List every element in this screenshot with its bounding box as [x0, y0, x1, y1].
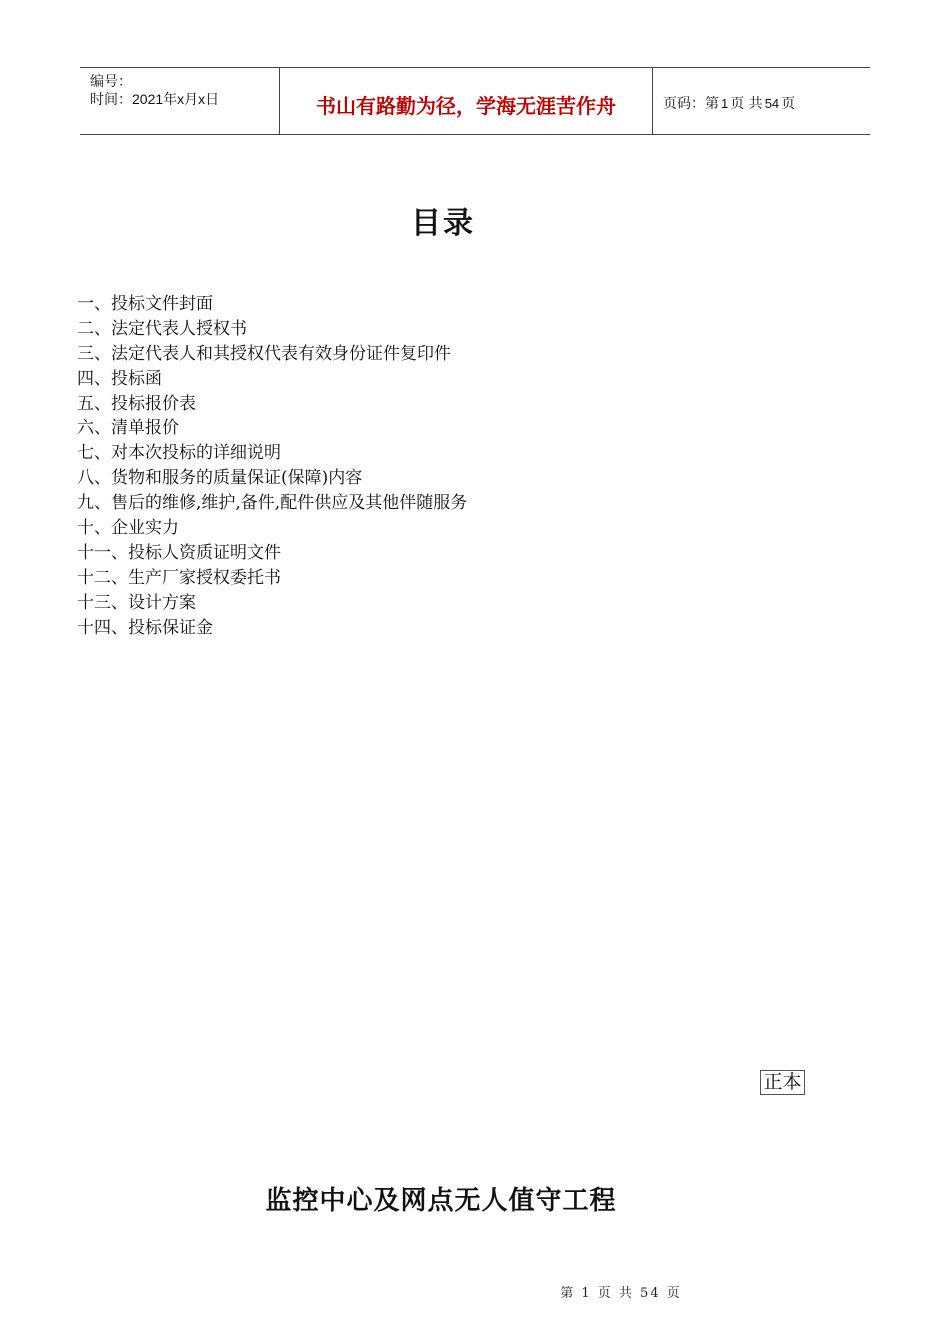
page-footer: 第 1 页 共 54 页: [560, 1286, 682, 1301]
toc-item: 四、投标函: [77, 368, 162, 389]
page-suffix: 页: [781, 96, 796, 112]
toc-item: 三、法定代表人和其授权代表有效身份证件复印件: [77, 343, 451, 364]
toc-item: 十三、设计方案: [77, 592, 196, 613]
toc-item: 八、货物和服务的质量保证(保障)内容: [77, 468, 363, 489]
toc-item: 五、投标报价表: [77, 393, 196, 414]
original-copy-badge: 正本: [760, 1070, 805, 1095]
toc-item: 七、对本次投标的详细说明: [77, 443, 281, 464]
toc-title: 目录: [411, 206, 475, 241]
page-mid: 页 共: [730, 96, 763, 112]
header-motto: 书山有路勤为径，学海无涯苦作舟: [280, 68, 653, 134]
page-header: [80, 67, 870, 135]
toc-item: 十一、投标人资质证明文件: [77, 542, 281, 563]
header-meta: [80, 68, 280, 134]
document-number-label: 编号：: [90, 73, 132, 89]
toc-item: 一、投标文件封面: [77, 294, 213, 314]
toc-item: 十四、投标保证金: [77, 617, 213, 638]
page-current: 1: [721, 95, 729, 111]
page-prefix: 页码：第: [663, 96, 719, 112]
toc-item: 六、清单报价: [77, 418, 179, 439]
toc-item: 二、法定代表人授权书: [77, 318, 247, 339]
toc-list: [77, 292, 467, 640]
header-page-info: [653, 68, 870, 134]
page-total: 54: [764, 95, 780, 111]
toc-item: 十、企业实力: [77, 518, 179, 539]
document-time-label: 时间：2021年x月x日: [90, 91, 220, 107]
toc-item: 十二、生产厂家授权委托书: [77, 567, 281, 588]
toc-item: 九、售后的维修,维护,备件,配件供应及其他伴随服务: [77, 493, 468, 514]
project-title: 监控中心及网点无人值守工程: [265, 1186, 617, 1216]
